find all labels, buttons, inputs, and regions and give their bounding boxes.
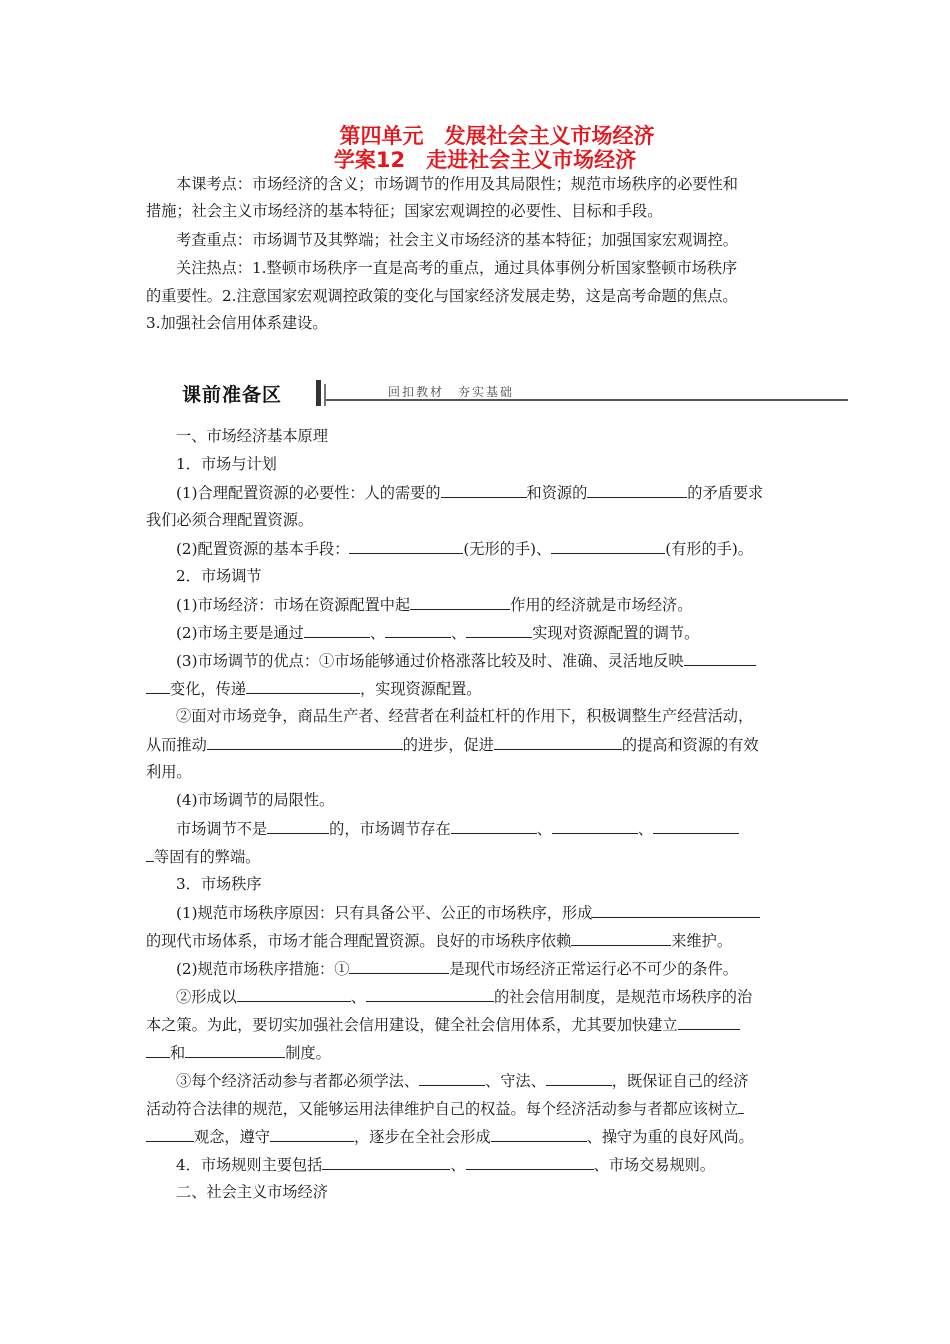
blank[interactable]: [546, 1070, 612, 1086]
case-title: 学案12 走进社会主义市场经济: [333, 148, 637, 172]
blank[interactable]: [684, 650, 756, 666]
item-allocation-necessity: (1)合理配置资源的必要性：人的需要的 和资源的 的矛盾要求: [176, 484, 764, 502]
heading-market-economy-principles: 一、市场经济基本原理: [176, 427, 328, 445]
item-competition-cont: 从而推动 的进步，促进 的提高和资源的有效: [146, 736, 759, 754]
blank[interactable]: [207, 734, 403, 750]
blank[interactable]: [466, 1154, 594, 1170]
item-legal-awareness-cont: 活动符合法律的规范，又能够运用法律维护自己的权益。每个经济活动参与者都应该树立: [146, 1098, 744, 1119]
blank[interactable]: [366, 986, 494, 1002]
heading-market-regulation: 2．市场调节: [176, 567, 262, 585]
blank[interactable]: [410, 594, 510, 610]
section-banner: [176, 378, 848, 408]
intro-kaodian-line1: 本课考点：市场经济的含义；市场调节的作用及其局限性；规范市场秩序的必要性和: [176, 175, 738, 193]
item-limitations-detail-cont: 等固有的弊端。: [146, 846, 260, 867]
blank[interactable]: [304, 622, 370, 638]
blank[interactable]: [451, 818, 537, 834]
blank[interactable]: [678, 1014, 740, 1030]
item-market-rules: 4．市场规则主要包括 、 、市场交易规则。: [176, 1156, 716, 1174]
item-competition-end: 利用。: [146, 763, 192, 781]
intro-redian-line2: 的重要性。2.注意国家宏观调控政策的变化与国家经济发展走势，这是高考命题的焦点。: [146, 287, 738, 305]
banner-subtitle: 回扣教材 夯实基础: [388, 385, 515, 399]
item-market-advantages: (3)市场调节的优点：①市场能够通过价格涨落比较及时、准确、灵活地反映: [176, 650, 756, 671]
intro-redian-line3: 3.加强社会信用体系建设。: [146, 314, 328, 332]
item-market-limitations: (4)市场调节的局限性。: [176, 791, 335, 809]
blank[interactable]: [494, 734, 622, 750]
item-limitations-detail: 市场调节不是 的，市场调节存在 、 、: [176, 818, 739, 839]
blank[interactable]: [419, 1070, 485, 1086]
blank[interactable]: [466, 622, 532, 638]
unit-title: 第四单元 发展社会主义市场经济: [339, 124, 655, 148]
blank[interactable]: [267, 818, 329, 834]
blank[interactable]: [571, 930, 671, 946]
intro-redian-line1: 关注热点：1.整顿市场秩序一直是高考的重点，通过具体事例分析国家整顿市场秩序: [176, 259, 738, 277]
blank[interactable]: [653, 818, 739, 834]
banner-divider: [316, 380, 321, 406]
blank[interactable]: [146, 678, 170, 694]
blank[interactable]: [552, 818, 638, 834]
item-allocation-means: (2)配置资源的基本手段： (无形的手)、 (有形的手)。: [176, 540, 753, 558]
blank[interactable]: [491, 1126, 587, 1142]
blank[interactable]: [587, 482, 687, 498]
item-market-economy-definition: (1)市场经济：市场在资源配置中起 作用的经济就是市场经济。: [176, 596, 693, 614]
blank[interactable]: [146, 846, 154, 862]
item-market-means: (2)市场主要是通过 、 、 实现对资源配置的调节。: [176, 624, 700, 642]
heading-socialist-market-economy: 二、社会主义市场经济: [176, 1183, 328, 1201]
blank[interactable]: [551, 538, 665, 554]
blank[interactable]: [349, 958, 449, 974]
blank[interactable]: [592, 902, 760, 918]
item-order-reason: (1)规范市场秩序原因：只有具备公平、公正的市场秩序，形成: [176, 902, 760, 923]
blank[interactable]: [441, 482, 527, 498]
blank[interactable]: [146, 1042, 170, 1058]
banner-title: 课前准备区: [182, 384, 283, 406]
blank[interactable]: [246, 678, 360, 694]
item-order-reason-cont: 的现代市场体系，市场才能合理配置资源。良好的市场秩序依赖 来维护。: [146, 932, 732, 950]
heading-market-and-plan: 1．市场与计划: [176, 455, 277, 473]
item-allocation-necessity-cont: 我们必须合理配置资源。: [146, 511, 314, 529]
item-credit-system: ②形成以 、 的社会信用制度，是规范市场秩序的治: [176, 988, 753, 1006]
blank[interactable]: [322, 1154, 450, 1170]
blank[interactable]: [738, 1098, 744, 1114]
item-market-advantages-cont: 变化，传递 ，实现资源配置。: [146, 678, 481, 699]
blank[interactable]: [237, 986, 351, 1002]
banner-divider-thin: [324, 384, 326, 406]
blank[interactable]: [385, 622, 451, 638]
heading-market-order: 3．市场秩序: [176, 875, 262, 893]
item-legal-awareness: ③每个经济活动参与者都必须学法、 、守法、 ，既保证自己的经济: [176, 1072, 749, 1090]
item-order-measures: (2)规范市场秩序措施：① 是现代市场经济正常运行必不可少的条件。: [176, 960, 738, 978]
item-credit-system-cont: 本之策。为此，要切实加强社会信用建设，健全社会信用体系，尤其要加快建立: [146, 1014, 740, 1035]
item-competition: ②面对市场竞争，商品生产者、经营者在利益杠杆的作用下，积极调整生产经营活动，: [176, 707, 754, 725]
blank[interactable]: [185, 1042, 285, 1058]
blank[interactable]: [146, 1126, 194, 1142]
item-legal-awareness-end: 观念，遵守 ，逐步在全社会形成 、操守为重的良好风尚。: [146, 1126, 754, 1147]
intro-zhongdian: 考查重点：市场调节及其弊端；社会主义市场经济的基本特征；加强国家宏观调控。: [176, 231, 738, 249]
blank[interactable]: [349, 538, 463, 554]
item-credit-system-end: 和 制度。: [146, 1042, 331, 1063]
blank[interactable]: [270, 1126, 354, 1142]
intro-kaodian-line2: 措施；社会主义市场经济的基本特征；国家宏观调控的必要性、目标和手段。: [146, 202, 663, 220]
